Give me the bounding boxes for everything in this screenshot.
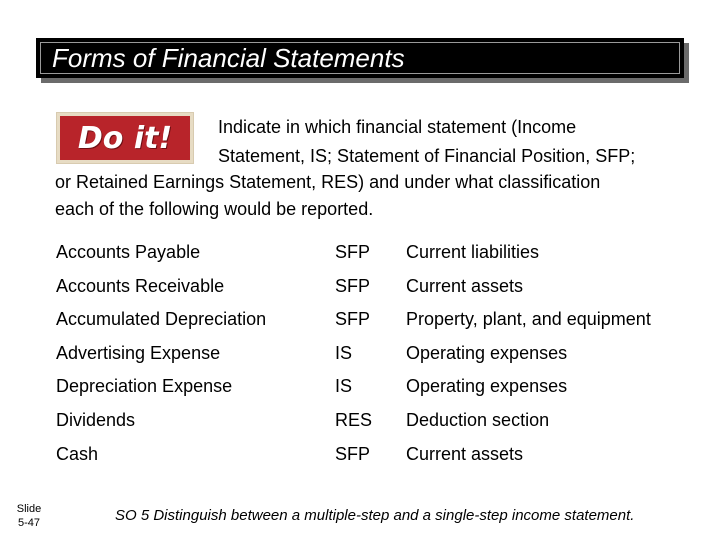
table-row (0, 343, 720, 367)
statement-code: IS (335, 376, 353, 396)
statement-code: RES (335, 410, 373, 430)
classification: Current liabilities (406, 242, 540, 262)
do-it-badge-text: Do it! (77, 120, 173, 156)
slide-number-value: 5-47 (17, 517, 41, 529)
slide-title: Forms of Financial Statements (52, 43, 405, 73)
table-row (0, 376, 720, 400)
classification: Operating expenses (406, 343, 568, 363)
statement-code: SFP (335, 276, 371, 296)
intro-line-1: Indicate in which financial statement (Income (218, 117, 577, 137)
statement-code: SFP (335, 309, 371, 329)
table-row (0, 444, 720, 468)
table-row (0, 242, 720, 266)
table-row (0, 276, 720, 300)
item-name: Cash (56, 444, 99, 464)
classification: Operating expenses (406, 376, 568, 396)
study-objective-footer: SO 5 Distinguish between a multiple-step and a single-step income statement. (115, 507, 635, 524)
item-name: Dividends (56, 410, 136, 430)
classification: Current assets (406, 444, 524, 464)
classification: Current assets (406, 276, 524, 296)
item-name: Accounts Receivable (56, 276, 225, 296)
intro-line-3: or Retained Earnings Statement, RES) and under what classification (55, 172, 601, 192)
statement-code: SFP (335, 444, 371, 464)
item-name: Accounts Payable (56, 242, 201, 262)
item-name: Accumulated Depreciation (56, 309, 267, 329)
classification: Deduction section (406, 410, 550, 430)
intro-line-2: Statement, IS; Statement of Financial Position, SFP; (218, 146, 636, 166)
intro-line-4: each of the following would be reported. (55, 199, 374, 219)
slide-number (14, 502, 44, 530)
slide-label: Slide (16, 503, 42, 515)
table-row (0, 309, 720, 333)
do-it-badge (57, 113, 193, 163)
statement-code: SFP (335, 242, 371, 262)
classification: Property, plant, and equipment (406, 309, 651, 329)
item-name: Advertising Expense (56, 343, 221, 363)
table-row (0, 410, 720, 434)
statement-code: IS (335, 343, 353, 363)
item-name: Depreciation Expense (56, 376, 233, 396)
